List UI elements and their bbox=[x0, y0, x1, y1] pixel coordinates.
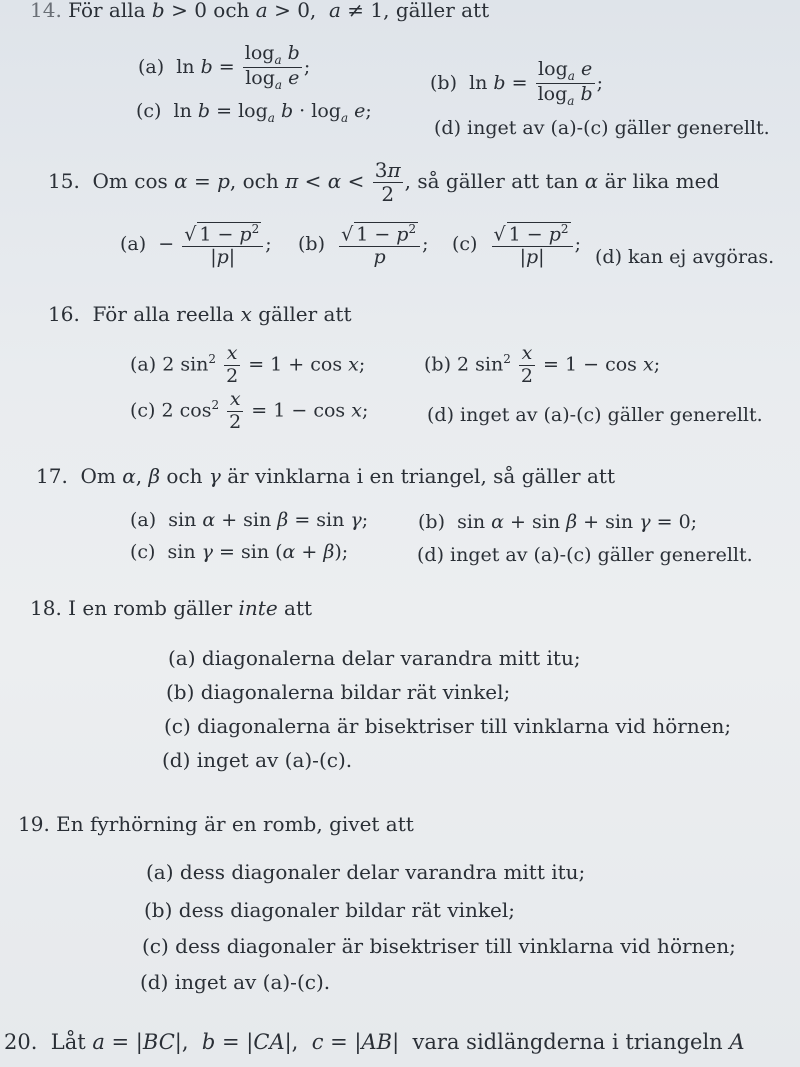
q18-option-d: (d) inget av (a)-(c). bbox=[162, 748, 353, 772]
q18-option-b: (b) diagonalerna bildar rät vinkel; bbox=[166, 680, 511, 704]
q16-stem: 16. För alla reella x gäller att bbox=[48, 302, 352, 326]
q17-option-a: (a) sin α + sin β = sin γ; bbox=[130, 509, 369, 531]
q14-stem: 14. För alla b > 0 och a > 0, a ≠ 1, gäller att bbox=[30, 0, 490, 22]
q16-option-d: (d) inget av (a)-(c) gäller generellt. bbox=[427, 404, 763, 426]
q16-option-a: (a) 2 $\sin^2$ $\frac{x}{2}$ = 1 + cos x; bbox=[130, 342, 366, 387]
q15-option-d: (d) kan ej avgöras. bbox=[595, 246, 775, 268]
q17-option-b: (b) sin α + sin β + sin γ = 0; bbox=[418, 511, 698, 533]
q18-option-c: (c) diagonalerna är bisektriser till vinklarna vid hörnen; bbox=[164, 714, 732, 738]
q20-stem: 20. Låt a = |BC|, b = |CA|, c = |AB| vara sidlängderna i triangeln A bbox=[4, 1030, 745, 1054]
q19-option-c: (c) dess diagonaler är bisektriser till vinklarna vid hörnen; bbox=[142, 934, 736, 958]
q16-option-c: (c) 2 $\cos^2$ $\frac{x}{2}$ = 1 − cos x; bbox=[130, 388, 369, 433]
q17-stem: 17. Om α, β och γ är vinklarna i en triangel, så gäller att bbox=[36, 464, 615, 488]
q15-option-b: (b) $\frac{√ 1 - p^2}{p}$ ; bbox=[298, 222, 429, 269]
q15-option-c: (c) $\frac{√ 1 - p^2}{|p|}$ ; bbox=[452, 222, 581, 269]
q19-stem: 19. En fyrhörning är en romb, givet att bbox=[18, 812, 414, 836]
q18-option-a: (a) diagonalerna delar varandra mitt itu; bbox=[168, 646, 581, 670]
q15-option-a: (a) − $\frac{√ 1 - p^2}{|p|}$ ; bbox=[120, 222, 272, 269]
q17-option-d: (d) inget av (a)-(c) gäller generellt. bbox=[417, 544, 753, 566]
q14-option-c: (c) $\ln b = \log_a b \cdot \log_a e$; bbox=[136, 100, 372, 125]
q18-stem-pre: 18. I en romb gäller bbox=[30, 596, 239, 620]
q18-stem-emphasis: inte bbox=[238, 596, 278, 620]
q19-option-a: (a) dess diagonaler delar varandra mitt itu; bbox=[146, 860, 586, 884]
q19-option-d: (d) inget av (a)-(c). bbox=[140, 970, 331, 994]
q14-option-a: (a) ln b = $\frac{\log_a b}{\log_a e}$ ; bbox=[138, 42, 311, 93]
q19-option-b: (b) dess diagonaler bildar rät vinkel; bbox=[144, 898, 515, 922]
q14-option-b: (b) ln b = $\frac{\log_a e}{\log_a b}$ ; bbox=[430, 58, 604, 109]
q18-stem-post: att bbox=[277, 596, 313, 620]
q17-option-c: (c) sin γ = sin (α + β); bbox=[130, 541, 349, 563]
q18-stem bbox=[30, 596, 312, 620]
q15-stem: 15. Om cos α = p, och π < α < $\frac{3\pi}{2}$ , så gäller att tan α är lika med bbox=[48, 158, 720, 206]
q14-option-d: (d) inget av (a)-(c) gäller generellt. bbox=[434, 117, 770, 139]
q16-option-b: (b) 2 $\sin^2$ $\frac{x}{2}$ = 1 − cos x; bbox=[424, 342, 661, 387]
